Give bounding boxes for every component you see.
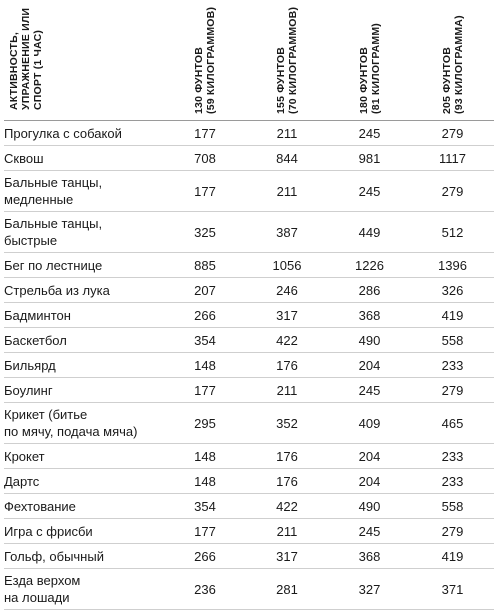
table-row — [4, 171, 494, 212]
activity-label-line: Бег по лестнице — [4, 257, 103, 273]
activity-label-line: Бальные танцы, — [4, 216, 103, 231]
calories-180-cell: 245 — [328, 378, 411, 403]
header-weight-205 — [411, 0, 494, 121]
calories-205-cell: 279 — [411, 519, 494, 544]
calories-155-cell: 844 — [246, 146, 328, 171]
activity-cell — [4, 494, 164, 519]
activity-label-line: Бильярд — [4, 357, 56, 373]
activity-cell — [4, 469, 164, 494]
calories-205-cell: 371 — [411, 569, 494, 610]
header-weight-205-line2: (93 КИЛОГРАММА) — [452, 15, 465, 114]
activity-cell — [4, 569, 164, 610]
calories-205-cell: 558 — [411, 494, 494, 519]
header-weight-180-line1: 180 ФУНТОВ — [357, 46, 370, 114]
calories-130-cell: 295 — [164, 403, 246, 444]
activity-label-line: Прогулка с собакой — [4, 125, 122, 141]
calories-180-cell: 449 — [328, 212, 411, 253]
calories-130-cell: 207 — [164, 278, 246, 303]
table-row — [4, 544, 494, 569]
calories-205-cell: 512 — [411, 212, 494, 253]
calories-155-cell: 352 — [246, 403, 328, 444]
calories-130-cell: 354 — [164, 494, 246, 519]
calories-205-cell: 279 — [411, 378, 494, 403]
activity-cell — [4, 519, 164, 544]
table-row — [4, 519, 494, 544]
calories-155-cell: 176 — [246, 444, 328, 469]
calories-180-cell: 204 — [328, 469, 411, 494]
activity-cell — [4, 212, 164, 253]
calories-205-cell: 279 — [411, 171, 494, 212]
calories-180-cell: 409 — [328, 403, 411, 444]
activity-label-line: Фехтование — [4, 498, 76, 514]
activity-cell — [4, 544, 164, 569]
calories-155-cell: 281 — [246, 569, 328, 610]
calories-155-cell: 211 — [246, 121, 328, 146]
header-weight-155-line2: (70 КИЛОГРАММОВ) — [287, 6, 299, 114]
calories-155-cell: 211 — [246, 519, 328, 544]
calories-130-cell: 708 — [164, 146, 246, 171]
table-row — [4, 444, 494, 469]
table-row — [4, 494, 494, 519]
activity-label-line: Крикет (битье — [4, 407, 88, 422]
activity-cell — [4, 146, 164, 171]
table-row — [4, 378, 494, 403]
calories-205-cell: 419 — [411, 303, 494, 328]
header-weight-180-line2: (81 КИЛОГРАММ) — [369, 23, 382, 114]
calories-table — [4, 0, 494, 610]
calories-205-cell: 1396 — [411, 253, 494, 278]
calories-180-cell: 204 — [328, 444, 411, 469]
table-body — [4, 121, 494, 610]
table-row — [4, 303, 494, 328]
calories-130-cell: 325 — [164, 212, 246, 253]
activity-label-line: Баскетбол — [4, 332, 67, 348]
activity-label-line: на лошади — [4, 590, 70, 605]
activity-label-line: Бальные танцы, — [4, 175, 103, 190]
calories-155-cell: 211 — [246, 171, 328, 212]
calories-205-cell: 419 — [411, 544, 494, 569]
calories-180-cell: 327 — [328, 569, 411, 610]
calories-155-cell: 1056 — [246, 253, 328, 278]
activity-label-line: Бадминтон — [4, 307, 71, 323]
calories-155-cell: 387 — [246, 212, 328, 253]
calories-130-cell: 148 — [164, 353, 246, 378]
calories-155-cell: 176 — [246, 353, 328, 378]
activity-cell — [4, 278, 164, 303]
header-activity-label: АКТИВНОСТЬ, УПРАЖНЕНИЕ ИЛИ СПОРТ (1 ЧАС) — [8, 7, 44, 110]
table-row — [4, 328, 494, 353]
calories-180-cell: 245 — [328, 171, 411, 212]
activity-label-line: Сквош — [4, 150, 44, 166]
header-row — [4, 0, 494, 121]
activity-cell — [4, 403, 164, 444]
table-row — [4, 569, 494, 610]
header-weight-130 — [164, 0, 246, 121]
activity-cell — [4, 303, 164, 328]
activity-label-line: медленные — [4, 192, 74, 207]
table-row — [4, 278, 494, 303]
activity-label-line: быстрые — [4, 233, 58, 248]
calories-180-cell: 490 — [328, 494, 411, 519]
calories-130-cell: 266 — [164, 544, 246, 569]
calories-130-cell: 177 — [164, 121, 246, 146]
header-weight-155 — [246, 0, 328, 121]
calories-155-cell: 211 — [246, 378, 328, 403]
calories-155-cell: 422 — [246, 328, 328, 353]
activity-cell — [4, 171, 164, 212]
calories-155-cell: 317 — [246, 303, 328, 328]
calories-180-cell: 981 — [328, 146, 411, 171]
table-row — [4, 212, 494, 253]
activity-label-line: Езда верхом — [4, 573, 81, 588]
calories-205-cell: 233 — [411, 353, 494, 378]
calories-180-cell: 490 — [328, 328, 411, 353]
calories-205-cell: 279 — [411, 121, 494, 146]
activity-label-line: Гольф, обычный — [4, 548, 104, 564]
header-weight-180 — [328, 0, 411, 121]
table-row — [4, 146, 494, 171]
calories-180-cell: 204 — [328, 353, 411, 378]
calories-130-cell: 148 — [164, 444, 246, 469]
calories-130-cell: 177 — [164, 378, 246, 403]
calories-205-cell: 326 — [411, 278, 494, 303]
activity-cell — [4, 328, 164, 353]
calories-205-cell: 233 — [411, 469, 494, 494]
calories-180-cell: 286 — [328, 278, 411, 303]
calories-155-cell: 176 — [246, 469, 328, 494]
header-weight-130-line1: 130 ФУНТОВ — [193, 46, 205, 114]
calories-155-cell: 317 — [246, 544, 328, 569]
header-weight-155-line1: 155 ФУНТОВ — [275, 46, 287, 114]
calories-155-cell: 246 — [246, 278, 328, 303]
calories-130-cell: 177 — [164, 171, 246, 212]
table-row — [4, 469, 494, 494]
table-row — [4, 403, 494, 444]
activity-cell — [4, 444, 164, 469]
calories-205-cell: 558 — [411, 328, 494, 353]
activity-cell — [4, 378, 164, 403]
calories-130-cell: 354 — [164, 328, 246, 353]
table-row — [4, 121, 494, 146]
calories-155-cell: 422 — [246, 494, 328, 519]
calories-180-cell: 368 — [328, 303, 411, 328]
header-activity — [4, 0, 164, 121]
calories-180-cell: 368 — [328, 544, 411, 569]
header-weight-205-line1: 205 ФУНТОВ — [440, 46, 453, 114]
calories-130-cell: 177 — [164, 519, 246, 544]
calories-130-cell: 236 — [164, 569, 246, 610]
calories-130-cell: 885 — [164, 253, 246, 278]
calories-180-cell: 245 — [328, 519, 411, 544]
activity-label-line: Стрельба из лука — [4, 282, 110, 298]
activity-cell — [4, 121, 164, 146]
calories-205-cell: 465 — [411, 403, 494, 444]
table-row — [4, 253, 494, 278]
activity-label-line: Дартс — [4, 473, 40, 489]
calories-130-cell: 148 — [164, 469, 246, 494]
calories-180-cell: 245 — [328, 121, 411, 146]
calories-130-cell: 266 — [164, 303, 246, 328]
calories-180-cell: 1226 — [328, 253, 411, 278]
activity-cell — [4, 253, 164, 278]
activity-label-line: Игра с фрисби — [4, 523, 93, 539]
activity-label-line: Крокет — [4, 448, 45, 464]
header-weight-130-line2: (59 КИЛОГРАММОВ) — [205, 6, 217, 114]
calories-205-cell: 233 — [411, 444, 494, 469]
table-row — [4, 353, 494, 378]
activity-label-line: по мячу, подача мяча) — [4, 424, 138, 439]
calories-205-cell: 1117 — [411, 146, 494, 171]
activity-cell — [4, 353, 164, 378]
activity-label-line: Боулинг — [4, 382, 53, 398]
